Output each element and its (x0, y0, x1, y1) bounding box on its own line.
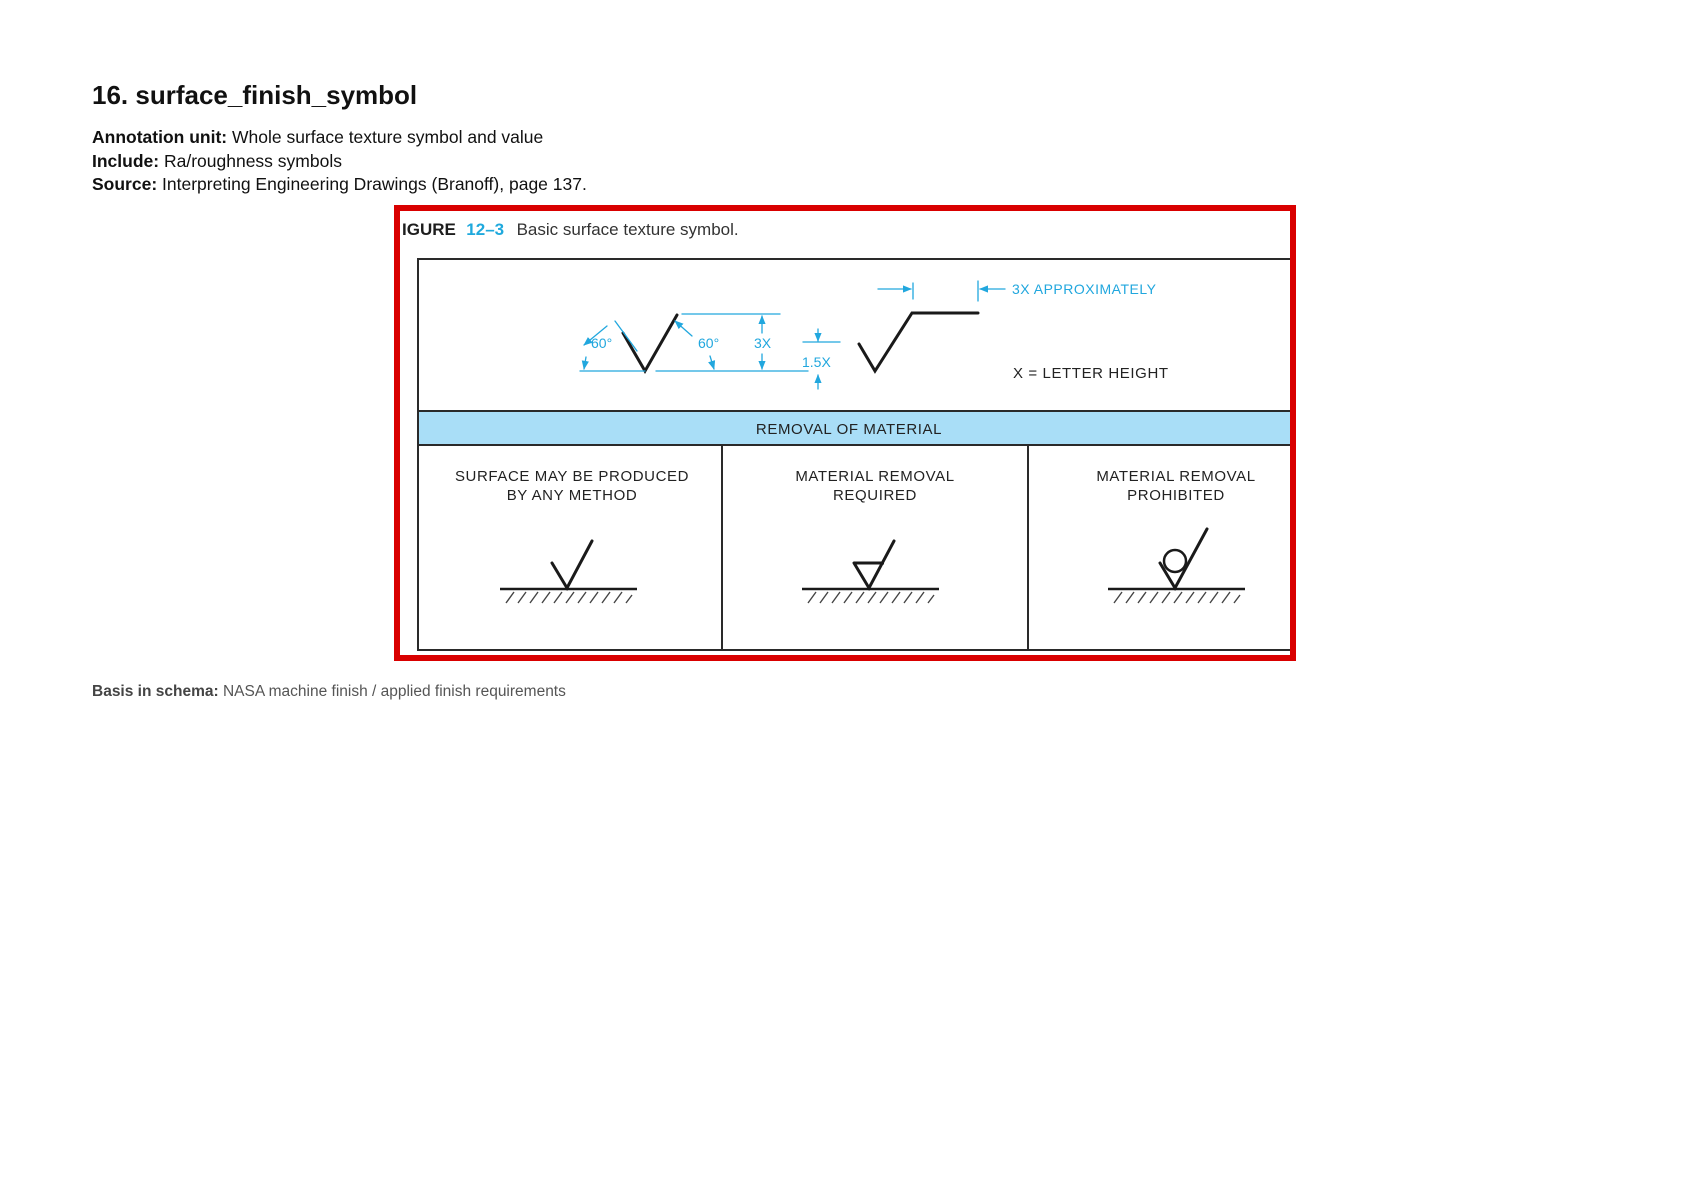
caption-text: Basic surface texture symbol. (516, 220, 739, 239)
cell-1-line-1: SURFACE MAY BE PRODUCED (454, 468, 690, 485)
proportion-diagram (580, 281, 1169, 389)
figure-outer-box (418, 259, 1296, 650)
source-row (92, 173, 587, 197)
band-label: REMOVAL OF MATERIAL (755, 421, 943, 438)
annotation-unit-row (92, 126, 587, 150)
letter-height-note: X = LETTER HEIGHT (1013, 365, 1169, 382)
cell-any-method (455, 468, 689, 603)
caption-prefix: IGURE (402, 220, 456, 239)
include-row (92, 150, 587, 174)
caption-number: 12–3 (466, 220, 505, 239)
annotation-unit-label: Annotation unit: (92, 127, 228, 147)
basis-footer (92, 683, 566, 701)
angle-right-label: 60° (698, 335, 720, 351)
source-value: Interpreting Engineering Drawings (Branoff), page 137. (162, 174, 587, 194)
cell-3-line-2: PROHIBITED (1127, 487, 1225, 504)
page-title: 16. surface_finish_symbol (92, 80, 418, 110)
basic-checkmark-icon (500, 541, 637, 603)
cell-3-line-1: MATERIAL REMOVAL (1096, 468, 1256, 485)
basis-value: NASA machine finish / applied finish requirements (222, 683, 566, 700)
circle-checkmark-icon (1108, 529, 1245, 603)
figure-highlight-frame (394, 205, 1296, 661)
figure-caption (402, 220, 739, 239)
cell-1-line-2: BY ANY METHOD (506, 487, 638, 504)
approx-note: 3X APPROXIMATELY (1012, 281, 1157, 297)
include-label: Include: (92, 150, 160, 171)
cell-2-line-2: REQUIRED (833, 487, 917, 504)
angle-left-label: 60° (591, 335, 613, 351)
metadata-block (92, 126, 587, 197)
height-3x-label: 3X (754, 335, 772, 351)
include-value: Ra/roughness symbols (163, 150, 342, 171)
triangle-checkmark-icon (802, 541, 939, 603)
height-15x-label: 1.5X (802, 354, 831, 370)
cell-2-line-1: MATERIAL REMOVAL (795, 468, 955, 485)
extended-symbol-icon (859, 313, 978, 371)
cell-removal-prohibited (1096, 468, 1255, 603)
cell-removal-required (795, 468, 954, 603)
source-label: Source: (92, 174, 158, 194)
basis-label: Basis in schema: (92, 683, 219, 700)
surface-texture-figure (400, 211, 1296, 661)
annotation-unit-value: Whole surface texture symbol and value (231, 127, 544, 147)
